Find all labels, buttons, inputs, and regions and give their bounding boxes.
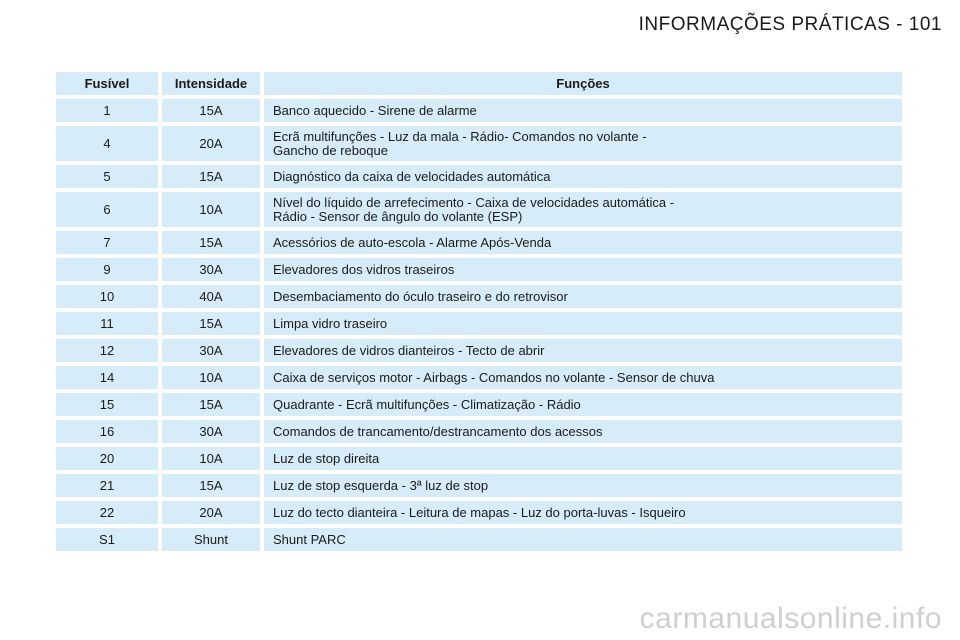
fuse-number: 12	[56, 339, 158, 362]
table-row	[56, 165, 902, 188]
fuse-functions	[260, 99, 902, 122]
fuse-number: 21	[56, 474, 158, 497]
function-line: Luz de stop direita	[273, 450, 380, 466]
function-line: Ecrã multifunções - Luz da mala - Rádio- Comandos no volante -	[273, 128, 647, 144]
table-row	[56, 285, 902, 308]
column-header-functions: Funções	[260, 72, 902, 95]
table-row	[56, 192, 902, 227]
fuse-intensity: 10A	[158, 366, 260, 389]
table-row	[56, 393, 902, 416]
fuse-functions	[260, 420, 902, 443]
table-row	[56, 126, 902, 161]
fuse-intensity: 30A	[158, 339, 260, 362]
table-row	[56, 366, 902, 389]
function-line: Limpa vidro traseiro	[273, 315, 388, 331]
fuse-number: 16	[56, 420, 158, 443]
table-row	[56, 501, 902, 524]
table-row	[56, 420, 902, 443]
table-row	[56, 339, 902, 362]
fuse-functions	[260, 231, 902, 254]
function-line: Quadrante - Ecrã multifunções - Climatização - Rádio	[273, 396, 581, 412]
fuse-number: 6	[56, 192, 158, 227]
function-line: Diagnóstico da caixa de velocidades automática	[273, 168, 551, 184]
fuse-functions	[260, 285, 902, 308]
function-line: Gancho de reboque	[273, 142, 388, 158]
fuse-intensity: 10A	[158, 447, 260, 470]
table-row	[56, 447, 902, 470]
fuse-functions	[260, 312, 902, 335]
fuse-number: 1	[56, 99, 158, 122]
table-row	[56, 231, 902, 254]
fuse-intensity: 40A	[158, 285, 260, 308]
table-row	[56, 99, 902, 122]
fuse-intensity: 20A	[158, 126, 260, 161]
fuse-functions	[260, 258, 902, 281]
fuse-intensity: 30A	[158, 420, 260, 443]
fuse-intensity: 15A	[158, 393, 260, 416]
fuse-intensity: 10A	[158, 192, 260, 227]
fuse-intensity: 30A	[158, 258, 260, 281]
fuse-number: 7	[56, 231, 158, 254]
table-row	[56, 528, 902, 551]
function-line: Elevadores de vidros dianteiros - Tecto de abrir	[273, 342, 545, 358]
fuse-number: 4	[56, 126, 158, 161]
fuse-functions	[260, 528, 902, 551]
fuse-functions	[260, 339, 902, 362]
fuse-intensity: 15A	[158, 99, 260, 122]
fuse-intensity: 15A	[158, 312, 260, 335]
fuse-functions	[260, 126, 902, 161]
fuse-functions	[260, 474, 902, 497]
function-line: Comandos de trancamento/destrancamento dos acessos	[273, 423, 603, 439]
fuse-number: 14	[56, 366, 158, 389]
function-line: Shunt PARC	[273, 531, 346, 547]
fuse-functions	[260, 501, 902, 524]
table-row	[56, 474, 902, 497]
table-row	[56, 258, 902, 281]
fuse-functions	[260, 447, 902, 470]
fuse-intensity: 15A	[158, 231, 260, 254]
function-line: Nível do líquido de arrefecimento - Caixa de velocidades automática -	[273, 194, 675, 210]
fuse-number: 20	[56, 447, 158, 470]
fuse-number: 11	[56, 312, 158, 335]
fuse-intensity: 15A	[158, 474, 260, 497]
function-line: Desembaciamento do óculo traseiro e do retrovisor	[273, 288, 568, 304]
table-header-row	[56, 72, 902, 95]
function-line: Banco aquecido - Sirene de alarme	[273, 102, 477, 118]
fuse-intensity: Shunt	[158, 528, 260, 551]
function-line: Rádio - Sensor de ângulo do volante (ESP)	[273, 208, 523, 224]
fuse-number: 15	[56, 393, 158, 416]
fuse-table	[56, 68, 902, 555]
fuse-number: 10	[56, 285, 158, 308]
fuse-functions	[260, 393, 902, 416]
fuse-number: 9	[56, 258, 158, 281]
column-header-fuse: Fusível	[56, 72, 158, 95]
fuse-functions	[260, 366, 902, 389]
fuse-number: 5	[56, 165, 158, 188]
fuse-number: 22	[56, 501, 158, 524]
function-line: Caixa de serviços motor - Airbags - Comandos no volante - Sensor de chuva	[273, 369, 715, 385]
function-line: Acessórios de auto-escola - Alarme Após-Venda	[273, 234, 552, 250]
fuse-intensity: 15A	[158, 165, 260, 188]
fuse-functions	[260, 165, 902, 188]
fuse-table-body	[56, 99, 902, 551]
function-line: Elevadores dos vidros traseiros	[273, 261, 455, 277]
function-line: Luz do tecto dianteira - Leitura de mapas - Luz do porta-luvas - Isqueiro	[273, 504, 686, 520]
fuse-functions	[260, 192, 902, 227]
watermark: carmanualsonline.info	[639, 602, 942, 635]
page-title: INFORMAÇÕES PRÁTICAS - 101	[638, 14, 942, 35]
fuse-number: S1	[56, 528, 158, 551]
fuse-intensity: 20A	[158, 501, 260, 524]
table-row	[56, 312, 902, 335]
function-line: Luz de stop esquerda - 3ª luz de stop	[273, 477, 489, 493]
column-header-intensity: Intensidade	[158, 72, 260, 95]
